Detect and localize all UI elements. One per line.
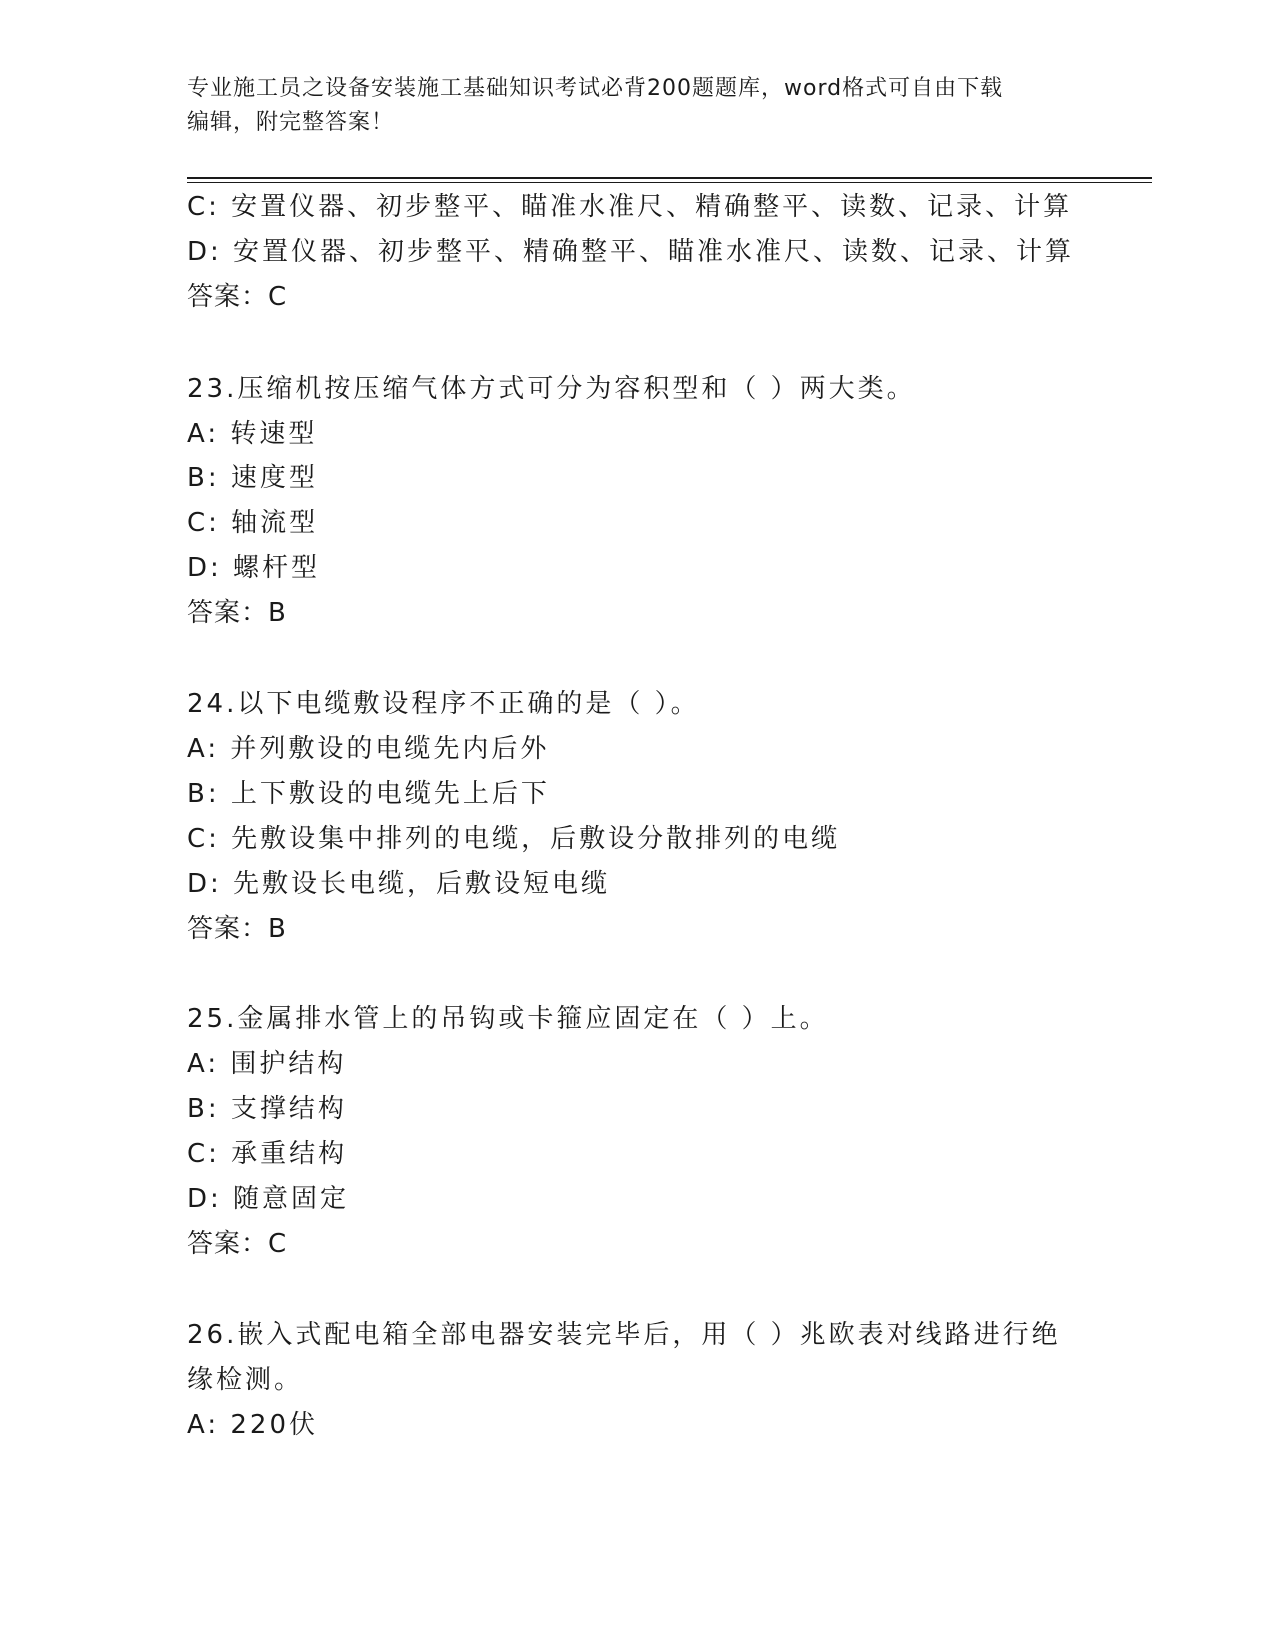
question-24-answer: 答案：B <box>187 914 287 944</box>
question-26-stem-line-2: 缘检测。 <box>187 1365 304 1395</box>
prev-option-c: C: 安置仪器、初步整平、瞄准水准尺、精确整平、读数、记录、计算 <box>187 192 1073 222</box>
question-25-option-a: A: 围护结构 <box>187 1049 347 1079</box>
question-24-option-c: C: 先敷设集中排列的电缆，后敷设分散排列的电缆 <box>187 824 841 854</box>
question-25-option-b: B: 支撑结构 <box>187 1094 347 1124</box>
question-23-stem: 23.压缩机按压缩气体方式可分为容积型和（ ）两大类。 <box>187 374 916 404</box>
question-23-option-d: D: 螺杆型 <box>187 553 321 583</box>
header-title-line-1: 专业施工员之设备安装施工基础知识考试必背200题题库，word格式可自由下载 <box>187 76 1004 101</box>
question-25-option-d: D: 随意固定 <box>187 1184 350 1214</box>
header-divider-thin <box>187 182 1152 183</box>
question-23-option-c: C: 轴流型 <box>187 508 319 538</box>
prev-answer: 答案：C <box>187 282 288 312</box>
question-24-option-d: D: 先敷设长电缆，后敷设短电缆 <box>187 869 611 899</box>
prev-option-d: D: 安置仪器、初步整平、精确整平、瞄准水准尺、读数、记录、计算 <box>187 237 1075 267</box>
question-23-option-a: A: 转速型 <box>187 419 318 449</box>
header-divider-thick <box>187 177 1152 179</box>
question-23-option-b: B: 速度型 <box>187 463 318 493</box>
question-24-option-a: A: 并列敷设的电缆先内后外 <box>187 734 550 764</box>
question-25-stem: 25.金属排水管上的吊钩或卡箍应固定在（ ）上。 <box>187 1004 829 1034</box>
question-26-option-a: A: 220伏 <box>187 1410 318 1440</box>
question-23-answer: 答案：B <box>187 598 287 628</box>
question-24-option-b: B: 上下敷设的电缆先上后下 <box>187 779 550 809</box>
question-24-stem: 24.以下电缆敷设程序不正确的是（ ）。 <box>187 689 700 719</box>
question-25-answer: 答案：C <box>187 1229 288 1259</box>
header-title-line-2: 编辑，附完整答案！ <box>187 110 395 135</box>
question-25-option-c: C: 承重结构 <box>187 1139 348 1169</box>
document-header <box>187 72 1087 140</box>
question-26-stem-line-1: 26.嵌入式配电箱全部电器安装完毕后，用（ ）兆欧表对线路进行绝 <box>187 1320 1061 1350</box>
